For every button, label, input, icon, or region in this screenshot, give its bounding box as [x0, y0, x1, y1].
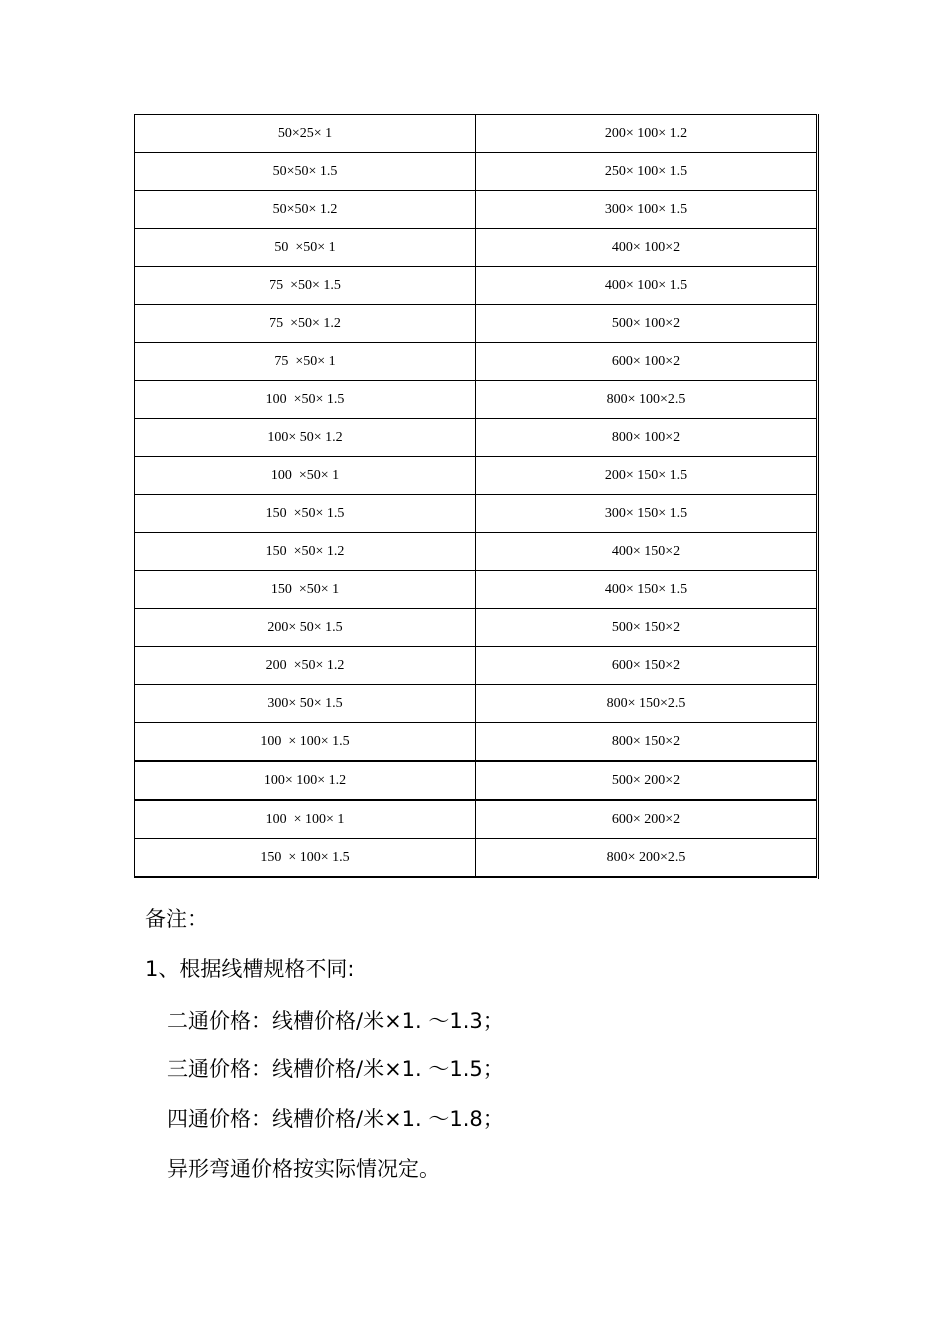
table-cell: 100 × 100× 1.5	[135, 723, 476, 762]
table-cell: 200 ×50× 1.2	[135, 647, 476, 685]
table-row	[135, 839, 817, 878]
table-cell: 75 ×50× 1	[135, 343, 476, 381]
notes-heading: 备注：	[145, 907, 208, 931]
table-row	[135, 343, 817, 381]
table-cell: 150 ×50× 1.5	[135, 495, 476, 533]
notes-item-1: 1、根据线槽规格不同:	[145, 957, 355, 981]
table-row	[135, 457, 817, 495]
table-row	[135, 571, 817, 609]
table-cell: 150 ×50× 1	[135, 571, 476, 609]
table-cell: 50×50× 1.2	[135, 191, 476, 229]
table-right-rule	[818, 114, 819, 879]
table-cell: 50×50× 1.5	[135, 153, 476, 191]
table-cell: 50×25× 1	[135, 115, 476, 153]
table-cell: 200× 100× 1.2	[476, 115, 817, 153]
table-cell: 100 × 100× 1	[135, 800, 476, 839]
spec-table	[134, 114, 817, 878]
table-cell: 400× 100× 1.5	[476, 267, 817, 305]
table-row	[135, 609, 817, 647]
table-cell: 300× 150× 1.5	[476, 495, 817, 533]
table-row	[135, 229, 817, 267]
table-cell: 600× 150×2	[476, 647, 817, 685]
table-cell: 800× 150×2.5	[476, 685, 817, 723]
table-cell: 800× 100×2.5	[476, 381, 817, 419]
table-cell: 500× 150×2	[476, 609, 817, 647]
table-row	[135, 267, 817, 305]
table-row	[135, 419, 817, 457]
table-cell: 150 ×50× 1.2	[135, 533, 476, 571]
table-row	[135, 381, 817, 419]
table-row	[135, 533, 817, 571]
table-cell: 200× 50× 1.5	[135, 609, 476, 647]
table-row	[135, 191, 817, 229]
table-cell: 300× 100× 1.5	[476, 191, 817, 229]
table-cell: 100 ×50× 1.5	[135, 381, 476, 419]
notes-three-way-price: 三通价格：线槽价格/米×1. ～1.5；	[167, 1057, 504, 1081]
table-cell: 75 ×50× 1.5	[135, 267, 476, 305]
notes-special-bend-price: 异形弯通价格按实际情况定。	[167, 1157, 440, 1181]
table-row	[135, 800, 817, 839]
table-cell: 400× 150×2	[476, 533, 817, 571]
table-cell: 800× 100×2	[476, 419, 817, 457]
table-row	[135, 115, 817, 153]
table-cell: 100× 50× 1.2	[135, 419, 476, 457]
table-cell: 50 ×50× 1	[135, 229, 476, 267]
table-cell: 600× 200×2	[476, 800, 817, 839]
table-cell: 500× 200×2	[476, 761, 817, 800]
table-cell: 400× 150× 1.5	[476, 571, 817, 609]
table-cell: 100 ×50× 1	[135, 457, 476, 495]
table-cell: 500× 100×2	[476, 305, 817, 343]
table-cell: 100× 100× 1.2	[135, 761, 476, 800]
table-cell: 400× 100×2	[476, 229, 817, 267]
table-cell: 800× 150×2	[476, 723, 817, 762]
table-row	[135, 685, 817, 723]
table-cell: 300× 50× 1.5	[135, 685, 476, 723]
notes-four-way-price: 四通价格：线槽价格/米×1. ～1.8；	[167, 1107, 504, 1131]
table-row	[135, 305, 817, 343]
notes-two-way-price: 二通价格：线槽价格/米×1. ～1.3；	[167, 1009, 504, 1033]
table-cell: 250× 100× 1.5	[476, 153, 817, 191]
table-cell: 800× 200×2.5	[476, 839, 817, 878]
table-row	[135, 723, 817, 762]
table-cell: 75 ×50× 1.2	[135, 305, 476, 343]
table-row	[135, 647, 817, 685]
table-cell: 600× 100×2	[476, 343, 817, 381]
table-cell: 200× 150× 1.5	[476, 457, 817, 495]
table-row	[135, 495, 817, 533]
table-row	[135, 153, 817, 191]
table-cell: 150 × 100× 1.5	[135, 839, 476, 878]
table-row	[135, 761, 817, 800]
